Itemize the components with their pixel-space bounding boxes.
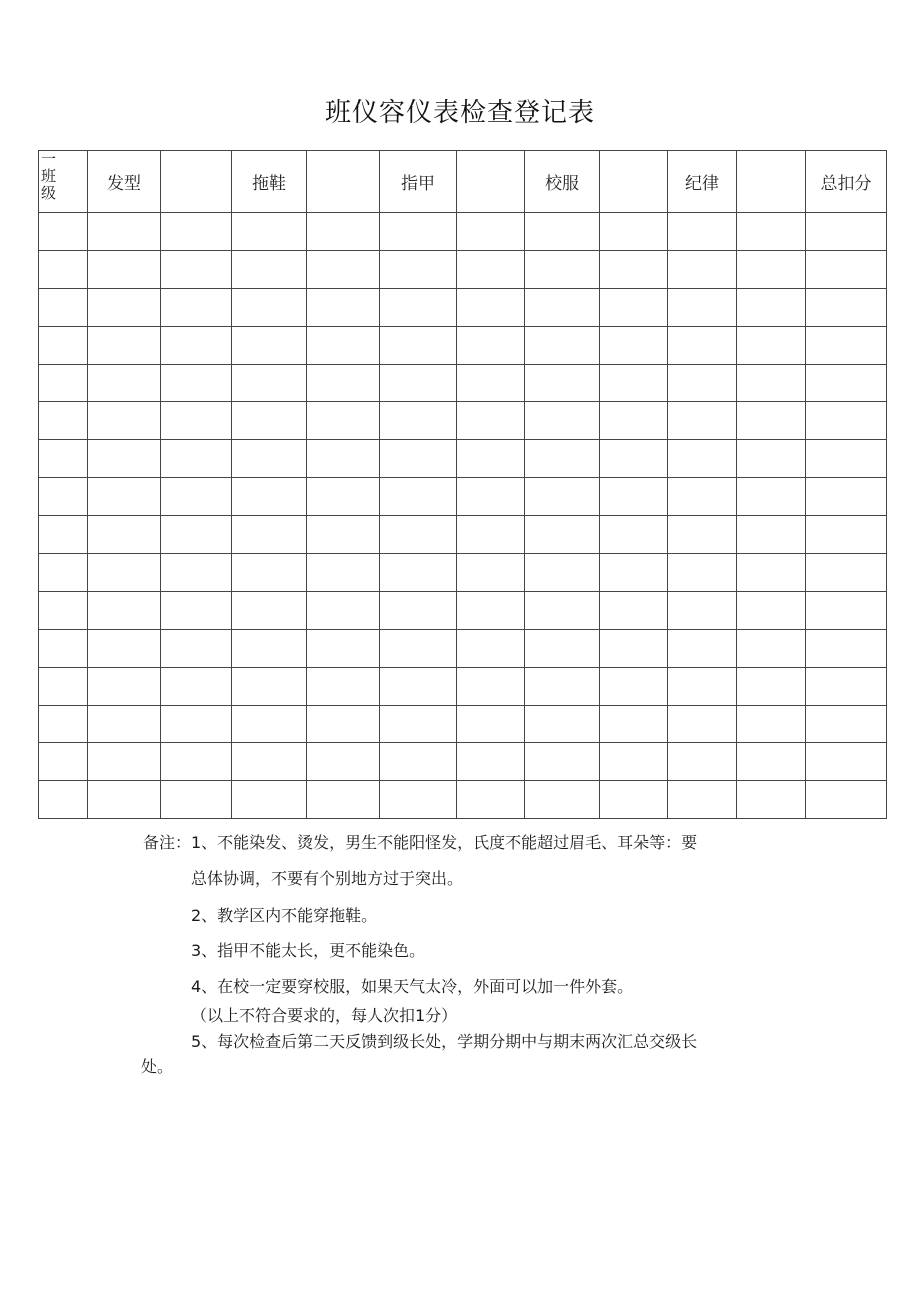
table-cell[interactable] xyxy=(232,591,307,629)
header-blank xyxy=(600,151,668,213)
table-cell[interactable] xyxy=(161,667,232,705)
table-cell[interactable] xyxy=(457,667,525,705)
table-cell[interactable] xyxy=(668,250,737,288)
header-nails: 指甲 xyxy=(380,151,457,213)
table-cell[interactable] xyxy=(525,213,600,251)
table-cell[interactable] xyxy=(380,629,457,667)
header-blank xyxy=(307,151,380,213)
table-cell[interactable] xyxy=(737,326,806,364)
table-row xyxy=(39,440,887,478)
table-cell[interactable] xyxy=(737,629,806,667)
table-row xyxy=(39,516,887,554)
table-cell[interactable] xyxy=(806,250,887,288)
table-cell[interactable] xyxy=(806,781,887,819)
table-cell[interactable] xyxy=(380,213,457,251)
table-cell[interactable] xyxy=(525,629,600,667)
table-cell[interactable] xyxy=(88,288,161,326)
table-cell[interactable] xyxy=(600,667,668,705)
table-cell[interactable] xyxy=(525,667,600,705)
table-cell[interactable] xyxy=(457,629,525,667)
table-cell[interactable] xyxy=(39,326,88,364)
note-line: （以上不符合要求的，每人次扣1分） xyxy=(191,1006,458,1025)
table-cell[interactable] xyxy=(806,402,887,440)
note-line: 5、每次检查后第二天反馈到级长处，学期分期中与期末两次汇总交级长 xyxy=(191,1032,698,1051)
table-cell[interactable] xyxy=(668,629,737,667)
table-cell[interactable] xyxy=(161,288,232,326)
table-cell[interactable] xyxy=(600,440,668,478)
table-header-row xyxy=(39,151,887,213)
table-cell[interactable] xyxy=(307,326,380,364)
table-cell[interactable] xyxy=(668,364,737,402)
note-line: 4、在校一定要穿校服，如果天气太冷，外面可以加一件外套。 xyxy=(191,977,634,996)
table-cell[interactable] xyxy=(161,629,232,667)
table-cell[interactable] xyxy=(161,213,232,251)
header-blank xyxy=(161,151,232,213)
table-cell[interactable] xyxy=(161,364,232,402)
table-cell[interactable] xyxy=(737,213,806,251)
table-cell[interactable] xyxy=(525,781,600,819)
table-row xyxy=(39,326,887,364)
table-cell[interactable] xyxy=(806,440,887,478)
table-cell[interactable] xyxy=(88,402,161,440)
table-cell[interactable] xyxy=(806,705,887,743)
table-cell[interactable] xyxy=(525,743,600,781)
table-cell[interactable] xyxy=(232,288,307,326)
table-cell[interactable] xyxy=(457,743,525,781)
table-cell[interactable] xyxy=(668,743,737,781)
table-cell[interactable] xyxy=(307,781,380,819)
class-column-header xyxy=(39,151,88,213)
table-cell[interactable] xyxy=(380,402,457,440)
table-cell[interactable] xyxy=(88,554,161,592)
table-cell[interactable] xyxy=(457,478,525,516)
table-cell[interactable] xyxy=(232,402,307,440)
table-row xyxy=(39,743,887,781)
table-cell[interactable] xyxy=(806,326,887,364)
table-cell[interactable] xyxy=(307,440,380,478)
table-cell[interactable] xyxy=(737,288,806,326)
table-cell[interactable] xyxy=(39,554,88,592)
table-cell[interactable] xyxy=(457,250,525,288)
table-cell[interactable] xyxy=(525,516,600,554)
table-cell[interactable] xyxy=(668,288,737,326)
table-cell[interactable] xyxy=(806,516,887,554)
table-cell[interactable] xyxy=(668,591,737,629)
table-cell[interactable] xyxy=(600,516,668,554)
table-cell[interactable] xyxy=(737,554,806,592)
table-cell[interactable] xyxy=(737,364,806,402)
table-cell[interactable] xyxy=(737,516,806,554)
note-line: 2、教学区内不能穿拖鞋。 xyxy=(191,906,378,925)
table-cell[interactable] xyxy=(600,591,668,629)
header-slippers: 拖鞋 xyxy=(232,151,307,213)
table-cell[interactable] xyxy=(232,440,307,478)
corner-char-1: 一 xyxy=(41,150,57,168)
table-row xyxy=(39,554,887,592)
table-cell[interactable] xyxy=(232,326,307,364)
table-cell[interactable] xyxy=(88,213,161,251)
table-cell[interactable] xyxy=(232,705,307,743)
table-cell[interactable] xyxy=(457,213,525,251)
table-cell[interactable] xyxy=(232,667,307,705)
table-cell[interactable] xyxy=(457,705,525,743)
table-cell[interactable] xyxy=(806,213,887,251)
table-cell[interactable] xyxy=(380,364,457,402)
table-cell[interactable] xyxy=(600,743,668,781)
table-cell[interactable] xyxy=(39,743,88,781)
table-row xyxy=(39,667,887,705)
table-cell[interactable] xyxy=(380,667,457,705)
table-cell[interactable] xyxy=(600,364,668,402)
table-cell[interactable] xyxy=(161,591,232,629)
table-cell[interactable] xyxy=(380,705,457,743)
table-cell[interactable] xyxy=(88,781,161,819)
table-cell[interactable] xyxy=(88,705,161,743)
table-cell[interactable] xyxy=(88,440,161,478)
table-cell[interactable] xyxy=(39,629,88,667)
table-row xyxy=(39,288,887,326)
table-cell[interactable] xyxy=(161,402,232,440)
table-cell[interactable] xyxy=(380,478,457,516)
table-cell[interactable] xyxy=(525,478,600,516)
note-line: 总体协调，不要有个别地方过于突出。 xyxy=(191,869,464,888)
table-cell[interactable] xyxy=(88,629,161,667)
table-cell[interactable] xyxy=(161,326,232,364)
table-cell[interactable] xyxy=(39,516,88,554)
table-cell[interactable] xyxy=(668,402,737,440)
table-row xyxy=(39,213,887,251)
corner-char-3: 级 xyxy=(41,184,57,202)
table-cell[interactable] xyxy=(380,250,457,288)
inspection-register-table xyxy=(38,150,887,819)
table-row xyxy=(39,781,887,819)
table-cell[interactable] xyxy=(525,326,600,364)
table-cell[interactable] xyxy=(307,554,380,592)
table-cell[interactable] xyxy=(806,478,887,516)
table-cell[interactable] xyxy=(525,364,600,402)
table-cell[interactable] xyxy=(737,667,806,705)
table-cell[interactable] xyxy=(525,554,600,592)
table-cell[interactable] xyxy=(600,781,668,819)
table-cell[interactable] xyxy=(88,250,161,288)
table-row xyxy=(39,629,887,667)
table-cell[interactable] xyxy=(161,516,232,554)
table-cell[interactable] xyxy=(737,440,806,478)
table-cell[interactable] xyxy=(737,250,806,288)
table-cell[interactable] xyxy=(307,667,380,705)
table-cell[interactable] xyxy=(600,554,668,592)
table-cell[interactable] xyxy=(806,743,887,781)
table-cell[interactable] xyxy=(39,781,88,819)
table-cell[interactable] xyxy=(380,288,457,326)
table-cell[interactable] xyxy=(668,554,737,592)
table-cell[interactable] xyxy=(307,402,380,440)
header-discipline: 纪律 xyxy=(668,151,737,213)
table-cell[interactable] xyxy=(668,478,737,516)
header-total-deduction: 总扣分 xyxy=(806,151,887,213)
table-cell[interactable] xyxy=(457,326,525,364)
table-cell[interactable] xyxy=(232,629,307,667)
table-cell[interactable] xyxy=(806,667,887,705)
table-cell[interactable] xyxy=(232,781,307,819)
table-cell[interactable] xyxy=(307,629,380,667)
table-cell[interactable] xyxy=(737,402,806,440)
table-cell[interactable] xyxy=(39,478,88,516)
table-cell[interactable] xyxy=(307,516,380,554)
table-cell[interactable] xyxy=(39,402,88,440)
table-cell[interactable] xyxy=(307,250,380,288)
table-cell[interactable] xyxy=(737,781,806,819)
table-cell[interactable] xyxy=(525,250,600,288)
table-cell[interactable] xyxy=(457,440,525,478)
table-cell[interactable] xyxy=(232,213,307,251)
table-cell[interactable] xyxy=(161,705,232,743)
table-cell[interactable] xyxy=(668,326,737,364)
table-cell[interactable] xyxy=(39,705,88,743)
table-cell[interactable] xyxy=(88,591,161,629)
table-cell[interactable] xyxy=(161,781,232,819)
table-cell[interactable] xyxy=(88,743,161,781)
table-row xyxy=(39,402,887,440)
table-cell[interactable] xyxy=(161,478,232,516)
table-cell[interactable] xyxy=(668,781,737,819)
table-cell[interactable] xyxy=(806,629,887,667)
table-cell[interactable] xyxy=(232,743,307,781)
table-cell[interactable] xyxy=(232,364,307,402)
table-row xyxy=(39,250,887,288)
table-cell[interactable] xyxy=(457,516,525,554)
table-cell[interactable] xyxy=(307,288,380,326)
table-cell[interactable] xyxy=(600,288,668,326)
table-cell[interactable] xyxy=(525,440,600,478)
table-cell[interactable] xyxy=(457,364,525,402)
table-cell[interactable] xyxy=(380,591,457,629)
table-cell[interactable] xyxy=(668,440,737,478)
table-cell[interactable] xyxy=(600,478,668,516)
table-cell[interactable] xyxy=(39,591,88,629)
table-row xyxy=(39,478,887,516)
table-cell[interactable] xyxy=(600,402,668,440)
table-cell[interactable] xyxy=(737,591,806,629)
table-cell[interactable] xyxy=(232,516,307,554)
table-cell[interactable] xyxy=(161,743,232,781)
table-cell[interactable] xyxy=(39,364,88,402)
table-cell[interactable] xyxy=(88,326,161,364)
table-cell[interactable] xyxy=(457,591,525,629)
table-cell[interactable] xyxy=(161,250,232,288)
table-cell[interactable] xyxy=(737,478,806,516)
table-cell[interactable] xyxy=(39,250,88,288)
header-blank xyxy=(457,151,525,213)
table-cell[interactable] xyxy=(457,554,525,592)
table-cell[interactable] xyxy=(161,440,232,478)
header-blank xyxy=(737,151,806,213)
table-cell[interactable] xyxy=(600,705,668,743)
table-cell[interactable] xyxy=(457,402,525,440)
table-cell[interactable] xyxy=(737,705,806,743)
table-cell[interactable] xyxy=(806,554,887,592)
header-uniform: 校服 xyxy=(525,151,600,213)
page-title: 班仪容仪表检查登记表 xyxy=(324,98,595,128)
table-cell[interactable] xyxy=(668,705,737,743)
note-line: 备注：1、不能染发、烫发，男生不能阳怪发，氏度不能超过眉毛、耳朵等：要 xyxy=(143,833,698,852)
table-cell[interactable] xyxy=(39,667,88,705)
table-cell[interactable] xyxy=(668,667,737,705)
table-cell[interactable] xyxy=(232,250,307,288)
table-cell[interactable] xyxy=(525,705,600,743)
note-line: 处。 xyxy=(141,1057,174,1076)
table-row xyxy=(39,591,887,629)
table-cell[interactable] xyxy=(457,288,525,326)
table-cell[interactable] xyxy=(307,591,380,629)
table-cell[interactable] xyxy=(525,591,600,629)
note-line: 3、指甲不能太长，更不能染色。 xyxy=(191,941,426,960)
table-cell[interactable] xyxy=(380,554,457,592)
table-cell[interactable] xyxy=(88,516,161,554)
table-cell[interactable] xyxy=(307,478,380,516)
corner-char-2: 班 xyxy=(41,167,57,185)
header-hairstyle: 发型 xyxy=(88,151,161,213)
table-cell[interactable] xyxy=(39,213,88,251)
table-cell[interactable] xyxy=(380,326,457,364)
table-row xyxy=(39,705,887,743)
table-cell[interactable] xyxy=(600,326,668,364)
table-cell[interactable] xyxy=(88,667,161,705)
table-cell[interactable] xyxy=(806,591,887,629)
table-cell[interactable] xyxy=(806,288,887,326)
table-cell[interactable] xyxy=(307,364,380,402)
table-cell[interactable] xyxy=(307,743,380,781)
table-cell[interactable] xyxy=(600,213,668,251)
table-cell[interactable] xyxy=(88,478,161,516)
table-cell[interactable] xyxy=(307,213,380,251)
table-cell[interactable] xyxy=(380,781,457,819)
table-row xyxy=(39,364,887,402)
table-cell[interactable] xyxy=(600,250,668,288)
table-cell[interactable] xyxy=(232,554,307,592)
table-cell[interactable] xyxy=(232,478,307,516)
table-cell[interactable] xyxy=(380,440,457,478)
table-cell[interactable] xyxy=(380,516,457,554)
table-cell[interactable] xyxy=(668,516,737,554)
table-cell[interactable] xyxy=(525,288,600,326)
table-cell[interactable] xyxy=(380,743,457,781)
table-cell[interactable] xyxy=(88,364,161,402)
table-cell[interactable] xyxy=(600,629,668,667)
table-cell[interactable] xyxy=(307,705,380,743)
table-cell[interactable] xyxy=(39,440,88,478)
table-cell[interactable] xyxy=(806,364,887,402)
table-cell[interactable] xyxy=(668,213,737,251)
table-cell[interactable] xyxy=(39,288,88,326)
table-cell[interactable] xyxy=(161,554,232,592)
table-cell[interactable] xyxy=(525,402,600,440)
table-cell[interactable] xyxy=(457,781,525,819)
table-cell[interactable] xyxy=(737,743,806,781)
